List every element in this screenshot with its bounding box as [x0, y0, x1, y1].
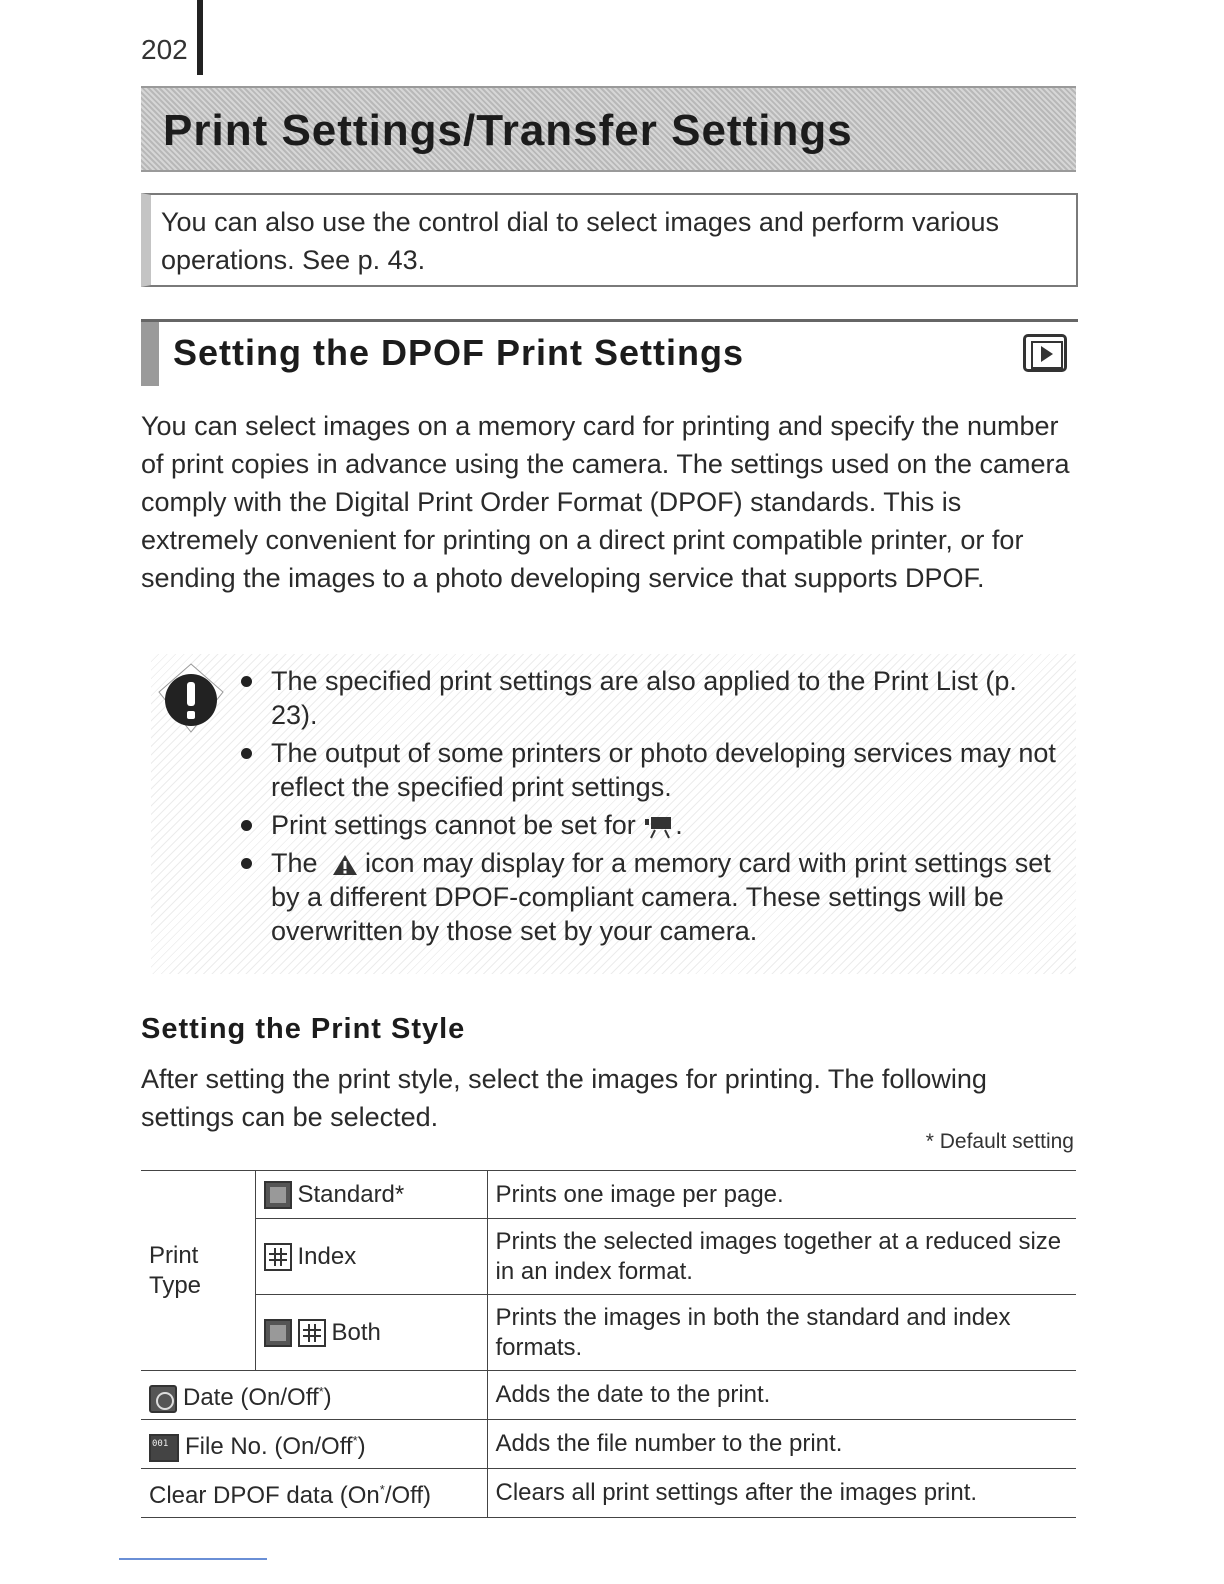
playback-mode-icon — [1023, 334, 1067, 372]
option-cell — [141, 1371, 487, 1420]
index-print-icon — [264, 1243, 292, 1271]
table-row — [141, 1171, 1076, 1219]
caution-box — [151, 654, 1076, 974]
print-style-heading: Setting the Print Style — [141, 1013, 466, 1045]
option-label: Date (On/Off — [183, 1384, 319, 1411]
default-marker: * — [318, 1384, 324, 1399]
description-cell: Prints one image per page. — [487, 1171, 1076, 1219]
description-cell: Adds the date to the print. — [487, 1371, 1076, 1420]
description-cell: Clears all print settings after the images print. — [487, 1469, 1076, 1518]
option-cell — [141, 1420, 487, 1469]
option-label: Standard* — [297, 1180, 405, 1208]
description-cell: Prints the selected images together at a reduced size in an index format. — [487, 1219, 1076, 1295]
caution-item-middle: icon may display for a memory card with print — [365, 848, 907, 878]
option-label-end: ) — [357, 1433, 366, 1460]
page-edge-marker — [197, 0, 203, 75]
file-number-icon — [149, 1434, 179, 1462]
chapter-title: Print Settings/Transfer Settings — [163, 106, 853, 155]
date-icon — [149, 1385, 177, 1413]
section-accent-bar — [141, 322, 159, 386]
option-cell — [255, 1219, 487, 1295]
section-intro: You can select images on a memory card for printing and specify the number of print copies in advance using the camera. The settings used on the camera comply with the Digital Print Order Format (DPOF) standards. This is extremely convenient for printing on a direct print compatible printer, or for sending the images to a photo developing service that supports DPOF. — [141, 411, 1070, 593]
table-row — [141, 1420, 1076, 1469]
caution-item: The output of some printers or photo developing services may not reflect the specified print settings. — [233, 736, 1063, 804]
option-cell — [141, 1469, 487, 1518]
footer-rule — [119, 1558, 267, 1560]
option-label: Both — [331, 1318, 381, 1346]
caution-item-text: Print settings cannot be set for — [271, 810, 636, 840]
caution-item: The specified print settings are also applied to the Print List (p. 23). — [233, 664, 1063, 732]
tip-text: You can also use the control dial to select images and perform various operations. See p. 43. — [161, 207, 999, 275]
table-row — [141, 1469, 1076, 1518]
caution-item-suffix: . — [675, 810, 683, 840]
page-number: 202 — [141, 34, 188, 65]
print-style-text: After setting the print style, select the images for printing. The following settings can be selected. — [141, 1064, 987, 1132]
table-row — [141, 1371, 1076, 1420]
standard-print-icon — [264, 1181, 292, 1209]
index-print-icon — [298, 1319, 326, 1347]
option-label: Index — [297, 1242, 357, 1270]
table-row — [141, 1295, 1076, 1371]
warning-icon — [331, 853, 359, 877]
option-label: Clear DPOF data (On — [149, 1482, 380, 1509]
movie-icon — [643, 814, 675, 840]
default-marker: * — [352, 1433, 358, 1448]
caution-icon — [157, 662, 225, 734]
caution-item-rest: settings set by a different DPOF-compliant camera. These settings will be overwritten by those set by your camera. — [271, 848, 1051, 946]
option-cell — [255, 1171, 487, 1219]
default-setting-note: * Default setting — [925, 1130, 1074, 1153]
chapter-banner — [141, 86, 1076, 172]
option-cell — [255, 1295, 487, 1371]
option-label-end: /Off) — [384, 1482, 432, 1509]
option-label: File No. (On/Off — [185, 1433, 353, 1460]
description-cell: Adds the file number to the print. — [487, 1420, 1076, 1469]
caution-item — [233, 846, 1063, 948]
default-marker: * — [379, 1482, 385, 1497]
tip-box — [141, 193, 1078, 287]
section-title: Setting the DPOF Print Settings — [173, 332, 745, 373]
caution-list — [233, 664, 1063, 952]
description-cell: Prints the images in both the standard and index formats. — [487, 1295, 1076, 1371]
print-settings-table — [141, 1170, 1076, 1518]
standard-print-icon — [264, 1319, 292, 1347]
table-row — [141, 1219, 1076, 1295]
caution-item-prefix: The — [271, 848, 318, 878]
print-type-label: Print Type — [141, 1171, 255, 1371]
option-label-end: ) — [323, 1384, 332, 1411]
caution-item — [233, 808, 1063, 842]
section-header — [141, 319, 1078, 383]
